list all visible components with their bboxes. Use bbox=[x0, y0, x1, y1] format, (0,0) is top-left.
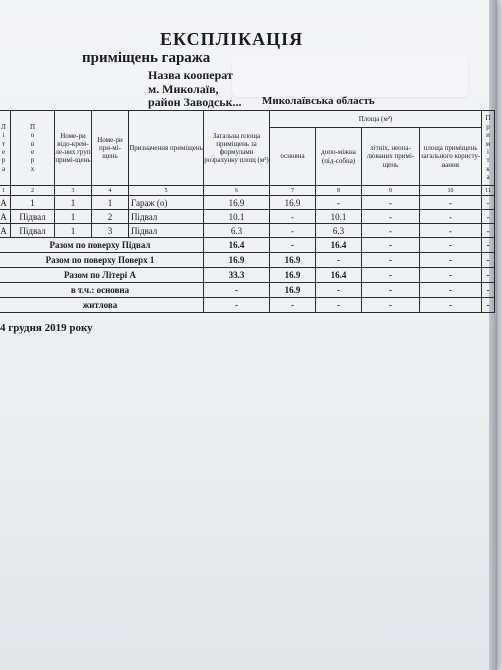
primitka-letter: к bbox=[486, 164, 490, 173]
header-common: площа приміщень загального користу-вання bbox=[420, 128, 482, 186]
litera-letter: а bbox=[1, 164, 6, 173]
poverkh-letter: е bbox=[30, 148, 35, 156]
primitka-letter: і bbox=[487, 148, 489, 156]
poverkh-letter: в bbox=[30, 139, 35, 148]
district-line: район Заводськ... bbox=[148, 95, 242, 109]
litera-letter: р bbox=[1, 156, 6, 165]
summary-row: Разом по Літері А 33.3 16.9 16.4 - - - bbox=[0, 268, 495, 283]
header-poverkh bbox=[11, 111, 55, 186]
document-date: 4 грудня 2019 року bbox=[0, 322, 93, 334]
header-room: Номе-ри при-мі-щень bbox=[92, 111, 129, 186]
header-main: основна bbox=[270, 128, 316, 186]
city-line: м. Миколаїв, bbox=[148, 82, 219, 96]
header-purpose: Призначення приміщень bbox=[129, 111, 204, 186]
summary-row: в т.ч.: основна - 16.9 - - - - bbox=[0, 283, 495, 298]
header-litera bbox=[0, 111, 11, 186]
poverkh-letter: о bbox=[30, 131, 35, 140]
table-row: А Підвал 1 2 Підвал 10.1 - 10.1 - - - bbox=[0, 210, 495, 224]
table-row: А 1 1 1 Гараж (о) 16.9 16.9 - - - - bbox=[0, 196, 495, 210]
region-line: Миколаївська область bbox=[262, 95, 375, 107]
primitka-letter: и bbox=[486, 131, 490, 140]
header-total: Загальна площа приміщень за формулами розрахунку площ (м²) bbox=[204, 111, 270, 186]
header-primitka bbox=[482, 111, 495, 186]
explication-table bbox=[0, 110, 495, 313]
poverkh-letter: х bbox=[30, 164, 35, 173]
column-numbers-row: 1 2 3 4 5 6 7 8 9 10 11 bbox=[0, 186, 495, 196]
cooperative-name: Назва кооперат bbox=[148, 68, 233, 82]
document-subtitle: приміщень гаража bbox=[82, 50, 211, 66]
litera-letter: т bbox=[1, 139, 6, 148]
primitka-letter: р bbox=[486, 122, 490, 131]
header-summer: літніх, неопа-люваних примі-щень bbox=[362, 128, 420, 186]
header-area: Площа (м²) bbox=[270, 111, 482, 128]
litera-letter: і bbox=[2, 131, 5, 140]
primitka-letter: т bbox=[486, 156, 490, 165]
litera-letter: е bbox=[1, 148, 6, 156]
poverkh-letter: р bbox=[30, 156, 35, 165]
redaction-overlay bbox=[232, 56, 468, 97]
primitka-letter: П bbox=[485, 114, 491, 123]
poverkh-letter: П bbox=[29, 122, 36, 131]
header-group: Номе-ри відо-крем-ле-них груп примі-щень bbox=[55, 111, 92, 186]
litera-letter: Л bbox=[1, 122, 6, 131]
summary-row: Разом по поверху Підвал 16.4 - 16.4 - - - bbox=[0, 238, 495, 253]
document-title: ЕКСПЛІКАЦІЯ bbox=[160, 29, 304, 49]
table-row: А Підвал 1 3 Підвал 6.3 - 6.3 - - - bbox=[0, 224, 495, 238]
primitka-letter: а bbox=[486, 173, 490, 182]
summary-row: житлова - - - - - - bbox=[0, 298, 495, 313]
summary-row: Разом по поверху Поверх 1 16.9 16.9 - - - - bbox=[0, 253, 495, 268]
primitka-letter: м bbox=[485, 139, 491, 148]
page-edge bbox=[489, 0, 497, 670]
header-aux: допо-міжна (під-собна) bbox=[316, 128, 362, 186]
